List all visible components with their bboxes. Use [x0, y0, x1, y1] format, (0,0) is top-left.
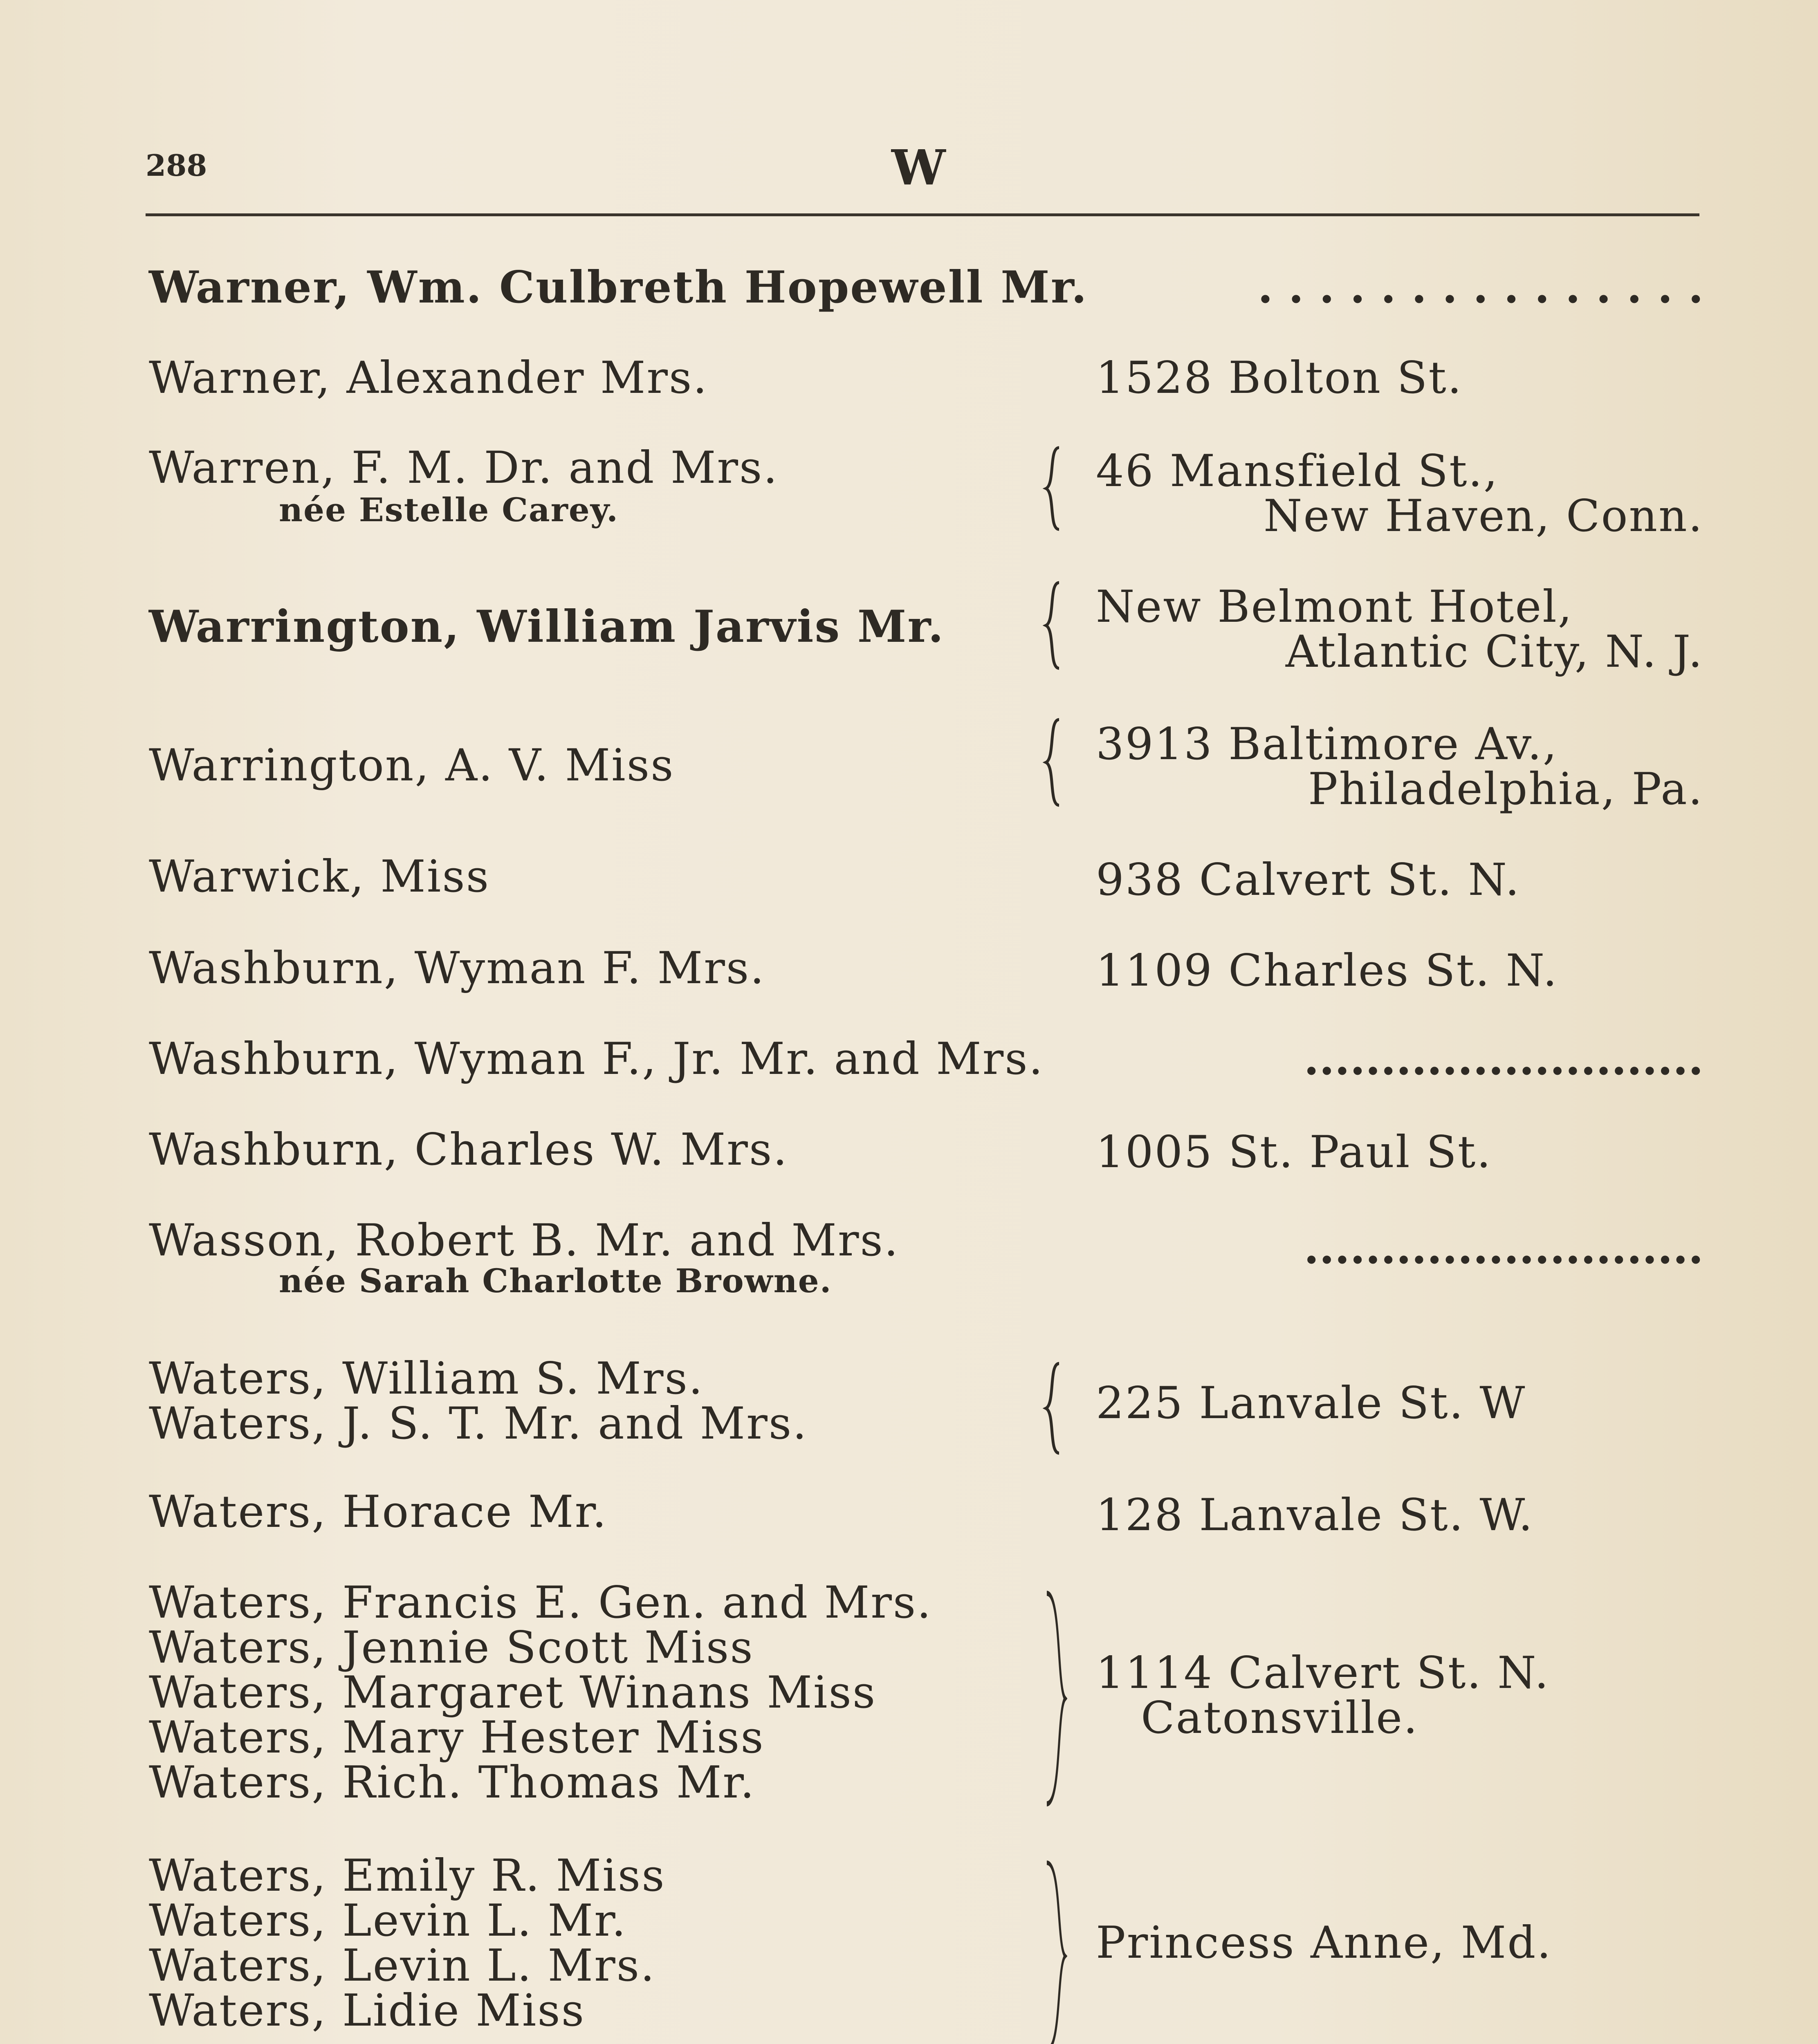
entry-name: Waters, Levin L. Mr. — [149, 1895, 627, 1946]
entry-name: Waters, Levin L. Mrs. — [149, 1940, 656, 1991]
entry-name: Warner, Alexander Mrs. — [149, 352, 708, 403]
entry-name: Warner, Wm. Culbreth Hopewell Mr. — [149, 262, 1088, 313]
entry-name: Waters, Emily R. Miss — [149, 1850, 666, 1901]
header-rule — [146, 213, 1699, 216]
entry-name: Washburn, Wyman F. Mrs. — [149, 943, 765, 994]
entry-nee: née Estelle Carey. — [279, 491, 619, 529]
brace-icon — [1043, 1590, 1067, 1807]
entry-address: Princess Anne, Md. — [1096, 1917, 1552, 1968]
entry-name: Waters, Mary Hester Miss — [149, 1712, 765, 1763]
entry-address: 1005 St. Paul St. — [1096, 1127, 1492, 1178]
entry-address: 938 Calvert St. N. — [1096, 854, 1521, 905]
entry-name: Waters, Margaret Winans Miss — [149, 1667, 877, 1718]
entry-name: Waters, Francis E. Gen. and Mrs. — [149, 1577, 932, 1628]
brace-icon — [1043, 446, 1067, 531]
entry-nee: née Sarah Charlotte Browne. — [279, 1262, 832, 1300]
brace-icon — [1043, 1860, 1067, 2044]
entry-address: 46 Mansfield St., — [1096, 446, 1499, 497]
entry-name: Washburn, Wyman F., Jr. Mr. and Mrs. — [149, 1033, 1044, 1085]
entry-name: Waters, Horace Mr. — [149, 1486, 608, 1537]
entry-name: Waters, Lidie Miss — [149, 1985, 586, 2036]
entry-name: Warwick, Miss — [149, 851, 490, 902]
entry-name: Waters, J. S. T. Mr. and Mrs. — [149, 1398, 808, 1449]
entry-address-city: New Haven, Conn. — [1263, 491, 1704, 542]
entry-address-city: Philadelphia, Pa. — [1308, 764, 1704, 815]
entry-address-dots: .......................... — [1304, 1033, 1704, 1085]
entry-address-city: Catonsville. — [1141, 1692, 1419, 1744]
entry-address: 1114 Calvert St. N. — [1096, 1647, 1550, 1699]
page-number: 288 — [146, 148, 207, 183]
entry-name: Warren, F. M. Dr. and Mrs. — [149, 442, 779, 493]
entry-address: 225 Lanvale St. W — [1096, 1378, 1526, 1429]
entry-address: 3913 Baltimore Av., — [1096, 719, 1558, 770]
entry-address-city: Atlantic City, N. J. — [1285, 626, 1704, 677]
entry-address: 1528 Bolton St. — [1096, 352, 1463, 403]
section-letter: W — [891, 139, 948, 196]
entry-name: Waters, William S. Mrs. — [149, 1353, 704, 1404]
entry-name: Wasson, Robert B. Mr. and Mrs. — [149, 1215, 900, 1266]
entry-address: New Belmont Hotel, — [1096, 581, 1573, 632]
entry-address: 1109 Charles St. N. — [1096, 945, 1558, 996]
entry-address: 128 Lanvale St. W. — [1096, 1490, 1534, 1541]
brace-icon — [1043, 717, 1067, 807]
entry-name: Waters, Jennie Scott Miss — [149, 1622, 754, 1673]
entry-address-dots: . . . . . . . . . . . . . . . — [1257, 262, 1704, 313]
brace-icon — [1043, 580, 1067, 670]
entry-name: Waters, Rich. Thomas Mr. — [149, 1757, 756, 1808]
entry-name: Warrington, William Jarvis Mr. — [149, 601, 945, 652]
entry-address-dots: .......................... — [1304, 1222, 1704, 1274]
brace-icon — [1043, 1361, 1067, 1455]
entry-name: Warrington, A. V. Miss — [149, 740, 675, 791]
entry-name: Washburn, Charles W. Mrs. — [149, 1124, 788, 1175]
